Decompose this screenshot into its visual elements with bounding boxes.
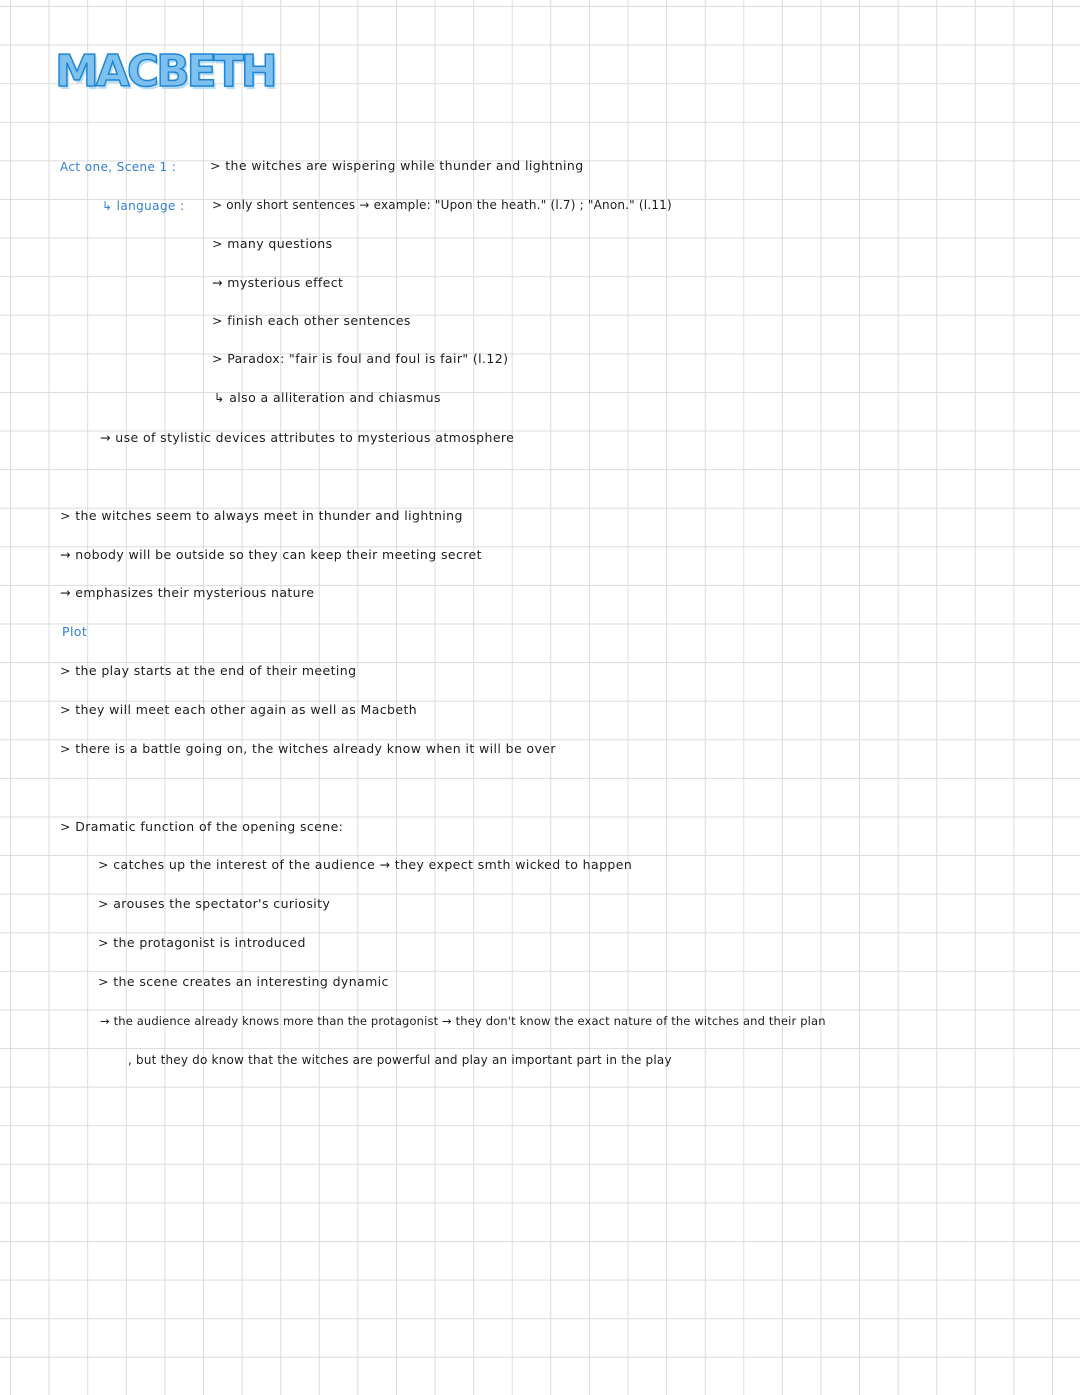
scene1-line-3: > many questions: [212, 236, 333, 251]
meeting-line-2: → nobody will be outside so they can keep their meeting secret: [60, 547, 482, 562]
page-title: MACBETH: [55, 46, 275, 97]
meeting-line-1: > the witches seem to always meet in thunder and lightning: [60, 508, 463, 523]
scene1-line-6: > Paradox: "fair is foul and foul is fair" (l.12): [212, 351, 509, 366]
dramatic-line-6: , but they do know that the witches are powerful and play an important part in the play: [128, 1053, 672, 1067]
dramatic-heading: > Dramatic function of the opening scene:: [60, 819, 344, 834]
dramatic-line-3: > the protagonist is introduced: [98, 935, 306, 950]
scene1-line-1: > the witches are wispering while thunder and lightning: [210, 158, 584, 173]
scene1-line-7: ↳ also a alliteration and chiasmus: [214, 390, 441, 405]
scene1-line-4: → mysterious effect: [212, 275, 344, 290]
scene1-line-5: > finish each other sentences: [212, 313, 411, 328]
plot-heading: Plot: [62, 624, 88, 639]
plot-line-1: > the play starts at the end of their meeting: [60, 663, 357, 678]
plot-line-3: > there is a battle going on, the witches already know when it will be over: [60, 741, 556, 756]
dramatic-line-2: > arouses the spectator's curiosity: [98, 896, 331, 911]
plot-line-2: > they will meet each other again as well as Macbeth: [60, 702, 418, 717]
scene1-line-8: → use of stylistic devices attributes to mysterious atmosphere: [100, 430, 515, 445]
scene1-line-2: > only short sentences → example: "Upon the heath." (l.7) ; "Anon." (l.11): [212, 198, 672, 212]
act-scene-label: Act one, Scene 1 :: [60, 160, 177, 174]
meeting-line-3: → emphasizes their mysterious nature: [60, 585, 315, 600]
dramatic-line-1: > catches up the interest of the audience → they expect smth wicked to happen: [98, 857, 633, 872]
dramatic-line-4: > the scene creates an interesting dynamic: [98, 974, 389, 989]
language-label: ↳ language :: [102, 199, 185, 213]
dramatic-line-5: → the audience already knows more than the protagonist → they don't know the exact nature of the witches and their plan: [100, 1014, 826, 1028]
